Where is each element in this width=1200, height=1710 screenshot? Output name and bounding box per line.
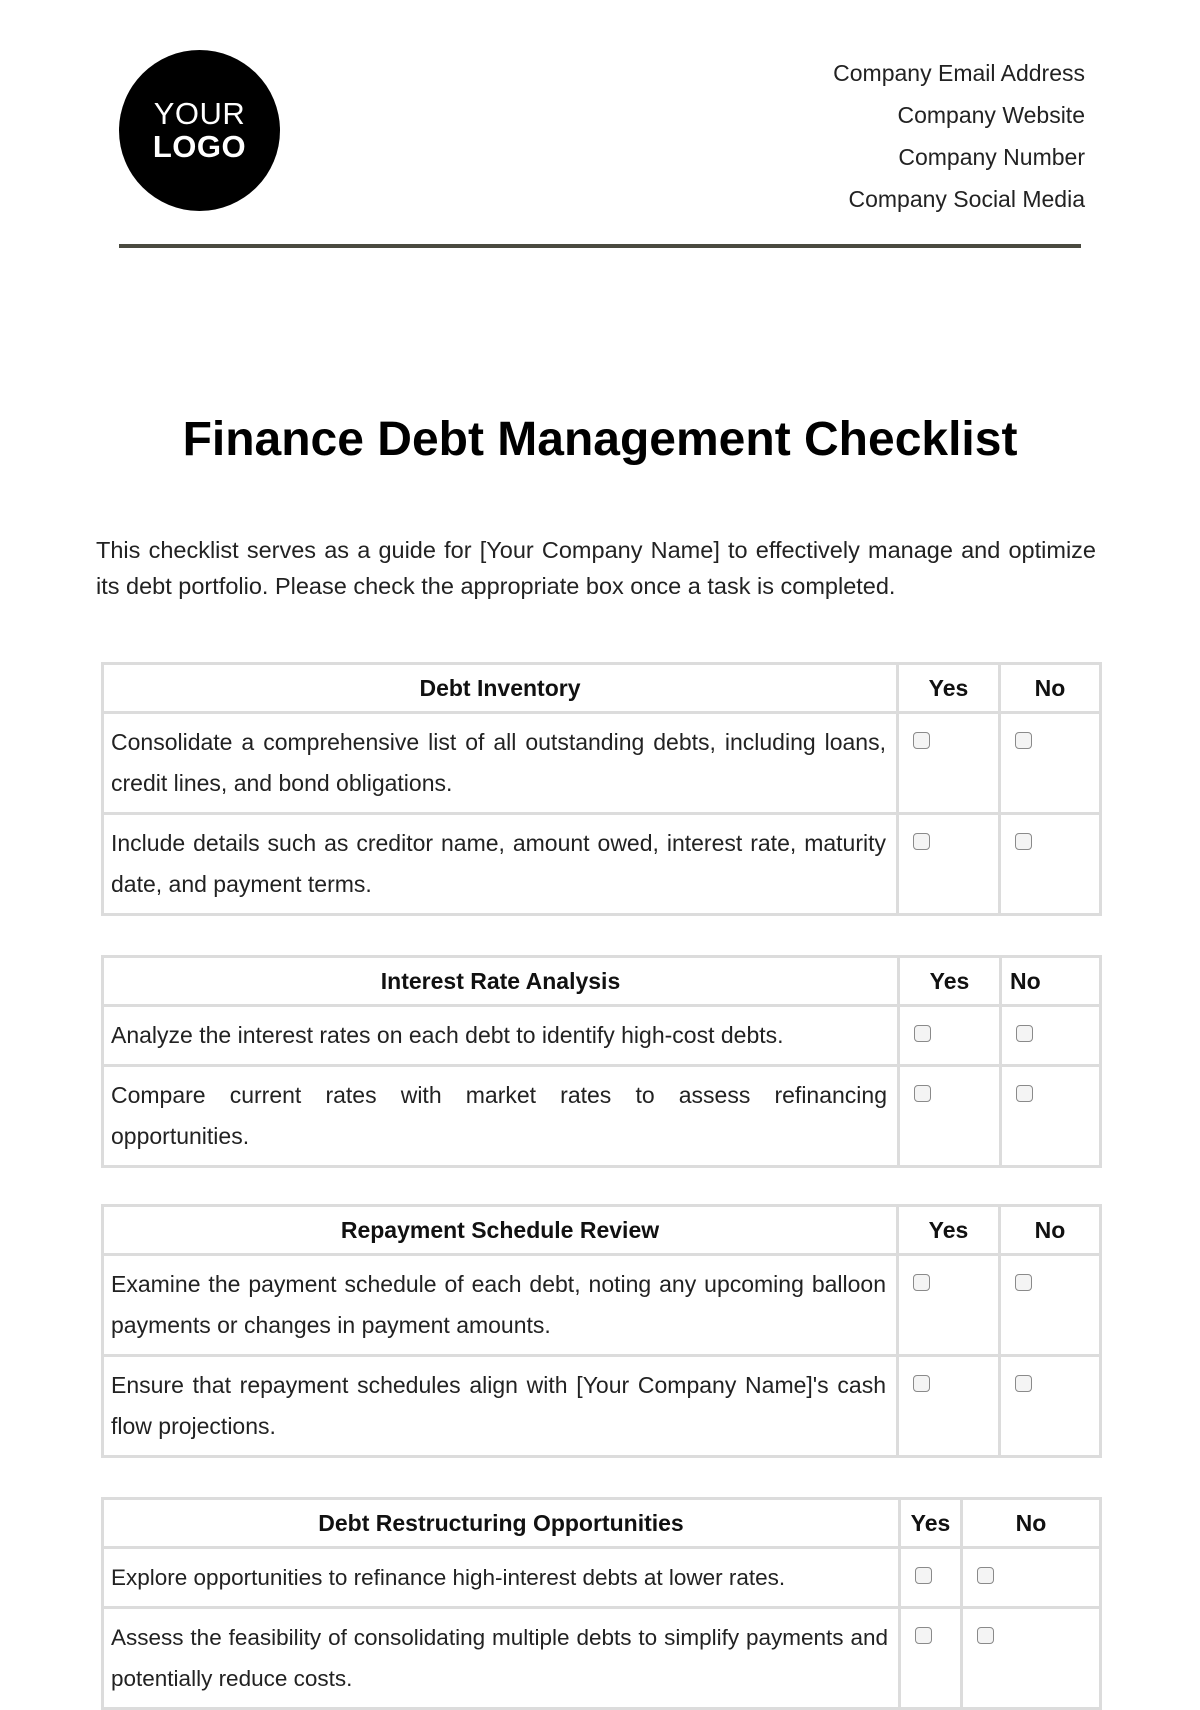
table-header-row xyxy=(103,1499,1101,1548)
table-header-row xyxy=(103,957,1101,1006)
no-column-header: No xyxy=(1000,1206,1101,1255)
company-logo xyxy=(119,50,280,211)
intro-paragraph: This checklist serves as a guide for [Your Company Name] to effectively manage and optimize its debt portfolio. Please check the appropriate box once a task is completed. xyxy=(96,537,1096,599)
no-checkbox[interactable] xyxy=(977,1627,994,1644)
table-row xyxy=(103,814,1101,915)
no-checkbox[interactable] xyxy=(1015,833,1032,850)
task-text: Compare current rates with market rates to assess refinancing opportunities. xyxy=(103,1066,899,1167)
page-title: Finance Debt Management Checklist xyxy=(182,413,1018,466)
yes-column-header: Yes xyxy=(899,957,1001,1006)
no-checkbox[interactable] xyxy=(1015,732,1032,749)
section-heading: Debt Restructuring Opportunities xyxy=(103,1499,900,1548)
table-header-row xyxy=(103,664,1101,713)
checklist-table-debt-inventory xyxy=(101,662,1102,916)
company-email: Company Email Address xyxy=(833,60,1085,86)
task-text: Consolidate a comprehensive list of all outstanding debts, including loans, credit lines, and bond obligations. xyxy=(103,713,898,814)
yes-checkbox[interactable] xyxy=(913,1375,930,1392)
yes-checkbox[interactable] xyxy=(913,732,930,749)
table-row xyxy=(103,1608,1101,1709)
yes-checkbox[interactable] xyxy=(914,1025,931,1042)
no-checkbox[interactable] xyxy=(1015,1274,1032,1291)
section-heading: Debt Inventory xyxy=(103,664,898,713)
logo-text-line2: LOGO xyxy=(152,128,247,164)
checklist-table-repayment-schedule-review xyxy=(101,1204,1102,1458)
header-divider xyxy=(119,244,1081,248)
no-checkbox[interactable] xyxy=(1015,1375,1032,1392)
section-heading: Repayment Schedule Review xyxy=(103,1206,898,1255)
yes-checkbox[interactable] xyxy=(913,833,930,850)
checklist-table-interest-rate-analysis xyxy=(101,955,1102,1168)
table-row xyxy=(103,713,1101,814)
section-heading: Interest Rate Analysis xyxy=(103,957,899,1006)
logo-text-line1: YOUR xyxy=(153,95,246,131)
task-text: Assess the feasibility of consolidating multiple debts to simplify payments and potentially reduce costs. xyxy=(103,1608,900,1709)
no-checkbox[interactable] xyxy=(977,1567,994,1584)
table-row xyxy=(103,1006,1101,1066)
no-column-header: No xyxy=(962,1499,1101,1548)
task-text: Include details such as creditor name, amount owed, interest rate, maturity date, and payment terms. xyxy=(103,814,898,915)
no-column-header: No xyxy=(1000,664,1101,713)
table-row xyxy=(103,1356,1101,1457)
no-column-header: No xyxy=(1001,957,1101,1006)
yes-column-header: Yes xyxy=(900,1499,962,1548)
no-checkbox[interactable] xyxy=(1016,1025,1033,1042)
table-row xyxy=(103,1548,1101,1608)
table-row xyxy=(103,1066,1101,1167)
company-contact-block xyxy=(833,52,1085,220)
yes-checkbox[interactable] xyxy=(913,1274,930,1291)
checklist-table-debt-restructuring-opportunities xyxy=(101,1497,1102,1710)
task-text: Ensure that repayment schedules align with [Your Company Name]'s cash flow projections. xyxy=(103,1356,898,1457)
task-text: Explore opportunities to refinance high-interest debts at lower rates. xyxy=(103,1548,900,1608)
yes-column-header: Yes xyxy=(898,1206,1000,1255)
yes-column-header: Yes xyxy=(898,664,1000,713)
company-website: Company Website xyxy=(897,102,1085,128)
task-text: Analyze the interest rates on each debt to identify high-cost debts. xyxy=(103,1006,899,1066)
table-row xyxy=(103,1255,1101,1356)
table-header-row xyxy=(103,1206,1101,1255)
company-number: Company Number xyxy=(898,144,1085,170)
no-checkbox[interactable] xyxy=(1016,1085,1033,1102)
company-social-media: Company Social Media xyxy=(848,186,1085,212)
yes-checkbox[interactable] xyxy=(915,1567,932,1584)
yes-checkbox[interactable] xyxy=(914,1085,931,1102)
task-text: Examine the payment schedule of each debt, noting any upcoming balloon payments or changes in payment amounts. xyxy=(103,1255,898,1356)
yes-checkbox[interactable] xyxy=(915,1627,932,1644)
